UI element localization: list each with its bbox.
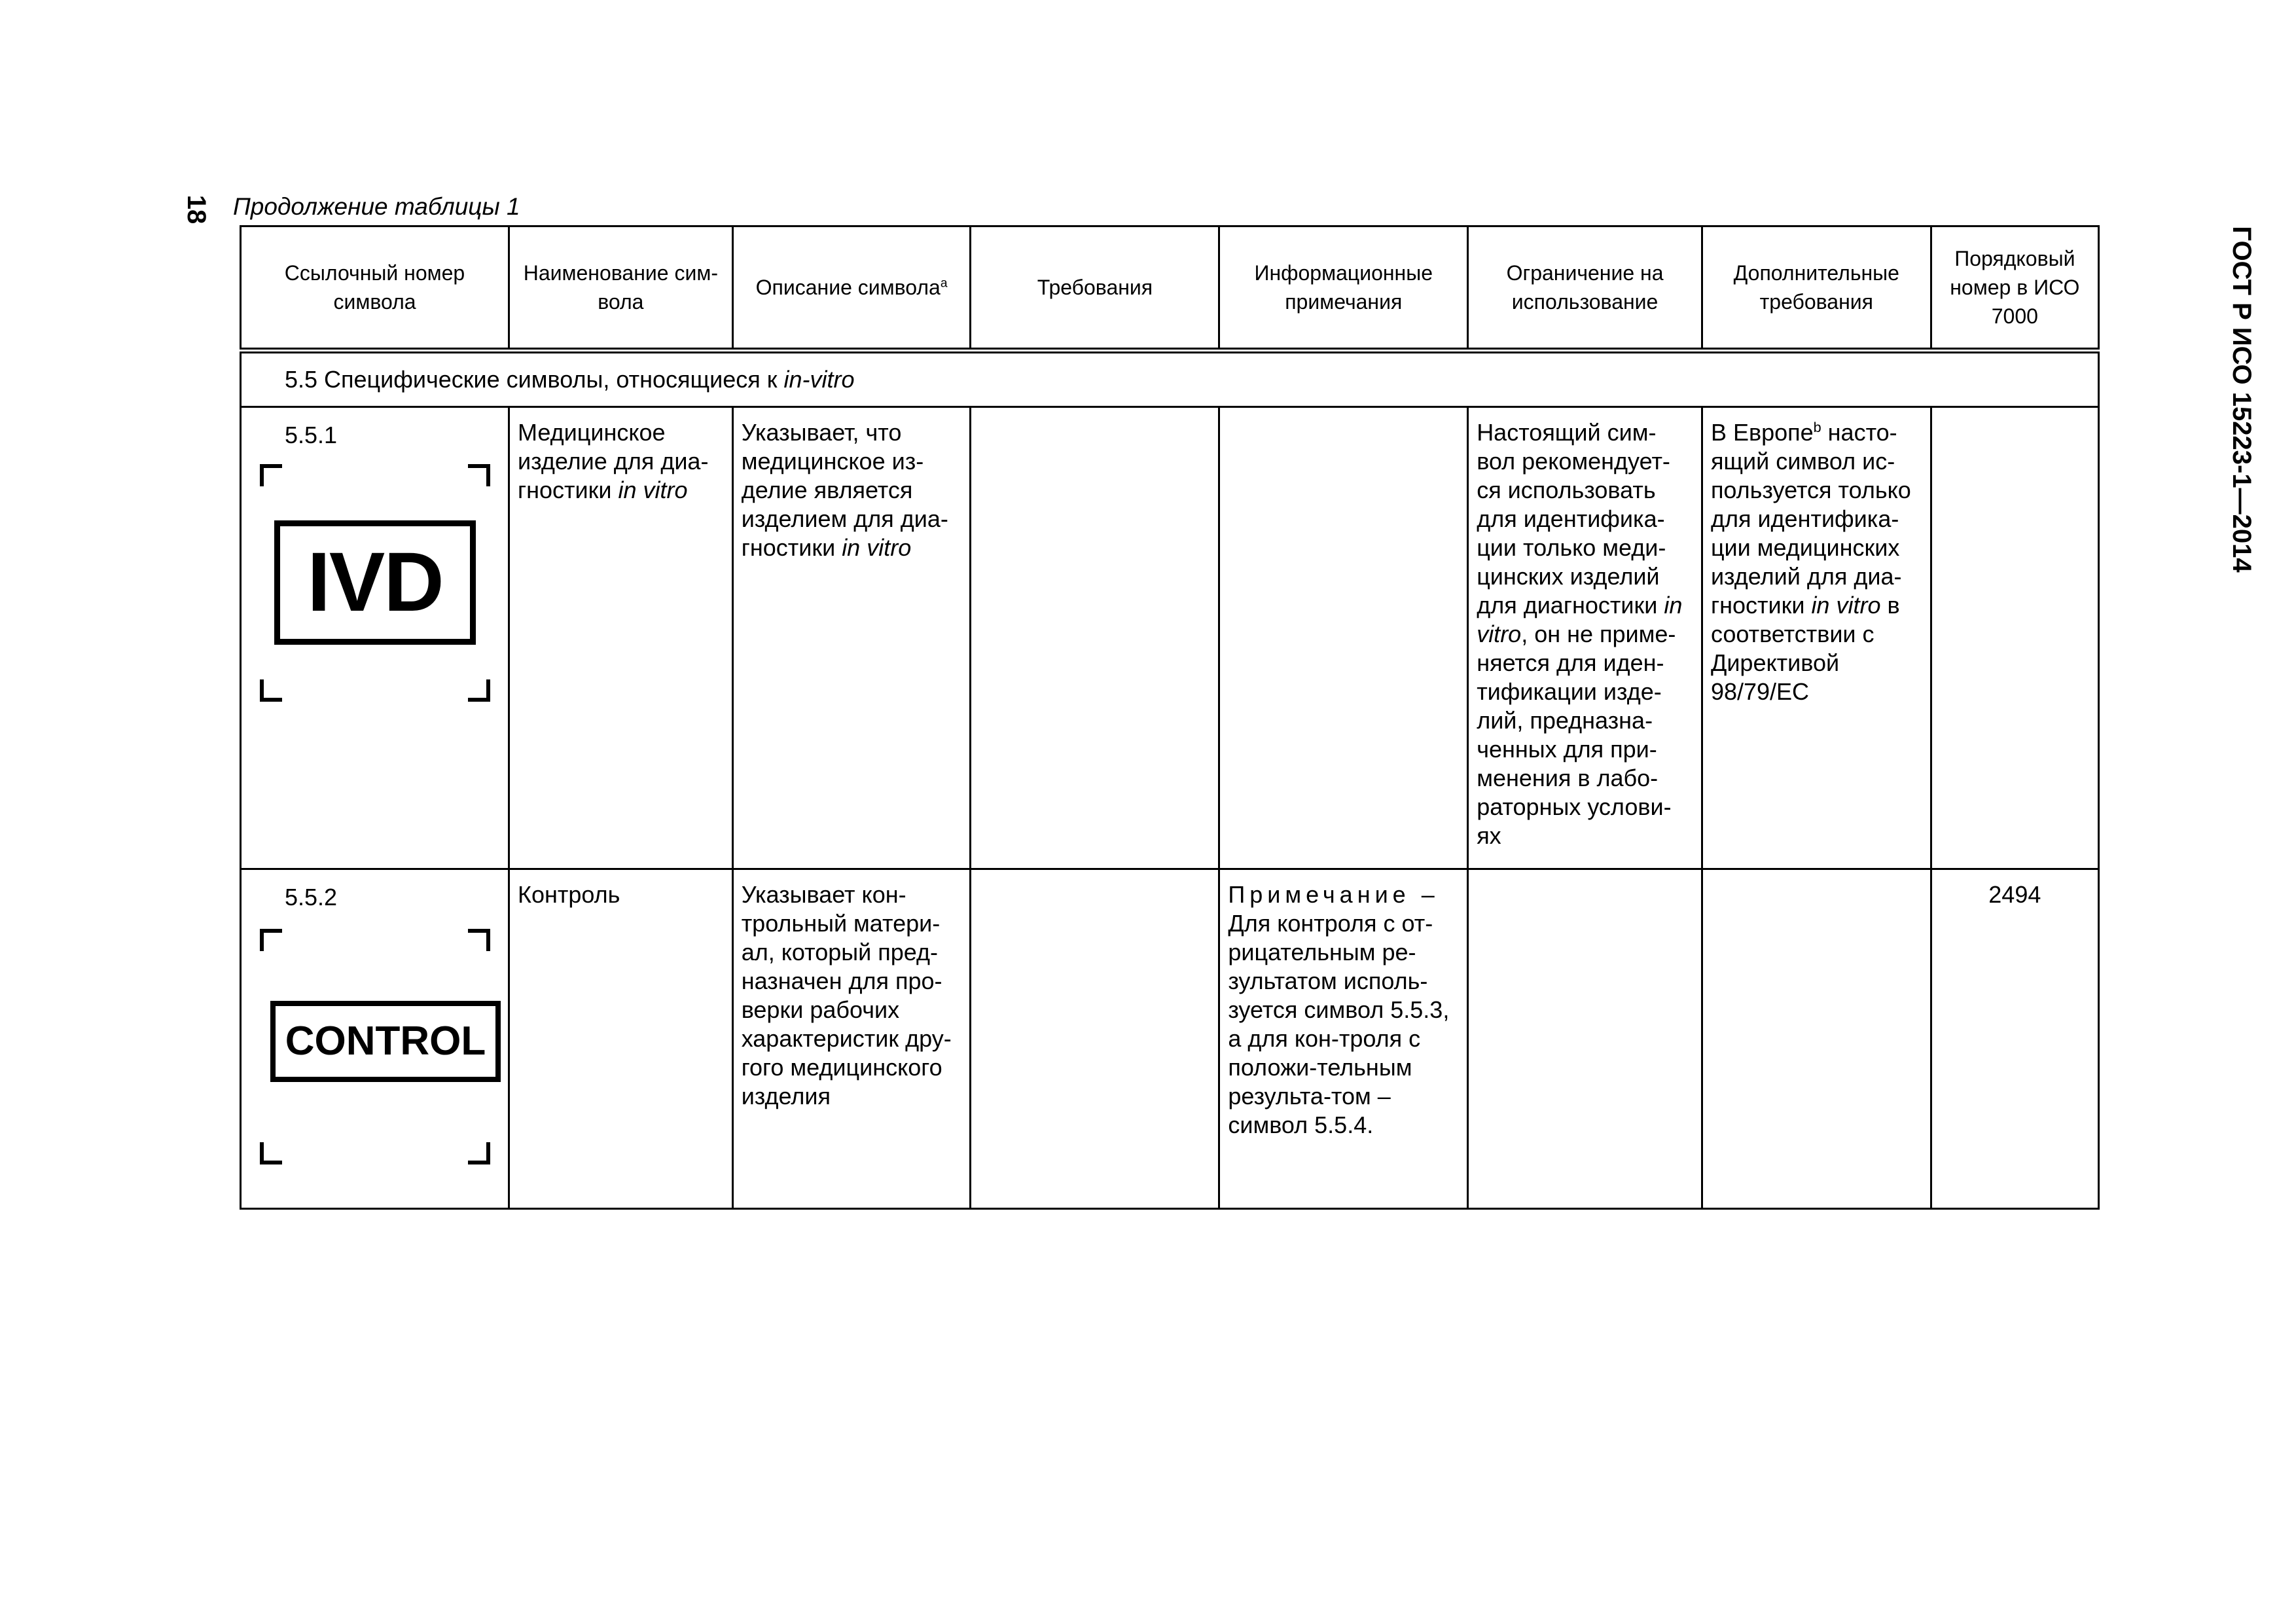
ivd-symbol-icon: IVD: [274, 520, 476, 645]
symbol-name-cell: Контроль: [509, 869, 733, 1209]
iso7000-cell: 2494: [1931, 869, 2098, 1209]
symbol-cell: [241, 407, 509, 869]
column-header-ref: Ссылочный номер символа: [241, 226, 509, 351]
table-caption: Продолжение таблицы 1: [233, 193, 520, 220]
additional-requirements-cell: [1702, 869, 1931, 1209]
symbols-table: [240, 225, 2100, 1210]
notes-cell: [1219, 407, 1468, 869]
symbol-description-cell: Указывает кон-трольный матери-ал, который пред-назначен для про-верки рабочих характеристик дру-гого медицинского изделия: [732, 869, 971, 1209]
symbol-frame: [260, 929, 490, 1164]
restriction-cell: [1468, 869, 1702, 1209]
header-row: [241, 226, 2099, 351]
symbol-name-cell: Медицинское изделие для диа-гностики in vitro: [509, 407, 733, 869]
section-row: [241, 351, 2099, 407]
column-header-iso7000: Порядковый номер в ИСО 7000: [1931, 226, 2098, 351]
table-row: [241, 869, 2099, 1209]
column-header-description: [732, 226, 971, 351]
page-number: 18: [182, 194, 211, 225]
column-header-name: Наименование сим-вола: [509, 226, 733, 351]
section-heading: [241, 351, 2099, 407]
requirements-cell: [971, 869, 1219, 1209]
table-row: [241, 407, 2099, 869]
restriction-cell: Настоящий сим-вол рекомендует-ся использовать для идентифика-ции только меди-цинских изделий для диагностики in vitro, он не приме-няется для иден-тификации изде-лий, предназна-ченных для при-менения в лабо-раторных услови-ях: [1468, 407, 1702, 869]
column-header-notes: Информационные примечания: [1219, 226, 1468, 351]
symbol-ref-number: 5.5.1: [285, 422, 338, 448]
symbol-ref-number: 5.5.2: [285, 884, 338, 911]
section-heading-italic: in-vitro: [783, 366, 855, 393]
column-header-description-label: Описание символа: [755, 276, 941, 299]
iso7000-cell: [1931, 407, 2098, 869]
notes-cell: [1219, 869, 1468, 1209]
footnote-marker-a: a: [940, 276, 948, 291]
symbol-cell: [241, 869, 509, 1209]
column-header-restriction: Ограничение на использование: [1468, 226, 1702, 351]
additional-requirements-cell: В Европе$^b$ насто-ящий символ ис-пользуется только для идентифика-ции медицинских изделий для диа-гностики in vitro в соответствии с Директивой 98/79/EC: [1702, 407, 1931, 869]
column-header-additional: Дополнительные требования: [1702, 226, 1931, 351]
note-text: Для контроля с от-рицательным ре-зультатом исполь-зуется символ 5.5.3, а для кон-троля с положи-тельным результа-том – символ 5.5.4.: [1228, 910, 1450, 1138]
control-symbol-icon: CONTROL: [270, 1001, 501, 1082]
note-prefix: Примечание –: [1228, 881, 1439, 908]
requirements-cell: [971, 407, 1219, 869]
symbol-frame: [260, 464, 490, 702]
column-header-requirements: Требования: [971, 226, 1219, 351]
symbol-description-cell: Указывает, что медицинское из-делие является изделием для диа-гностики in vitro: [732, 407, 971, 869]
section-heading-text: 5.5 Специфические символы, относящиеся к: [285, 366, 784, 393]
document-code: ГОСТ Р ИСО 15223-1—2014: [2227, 226, 2256, 573]
